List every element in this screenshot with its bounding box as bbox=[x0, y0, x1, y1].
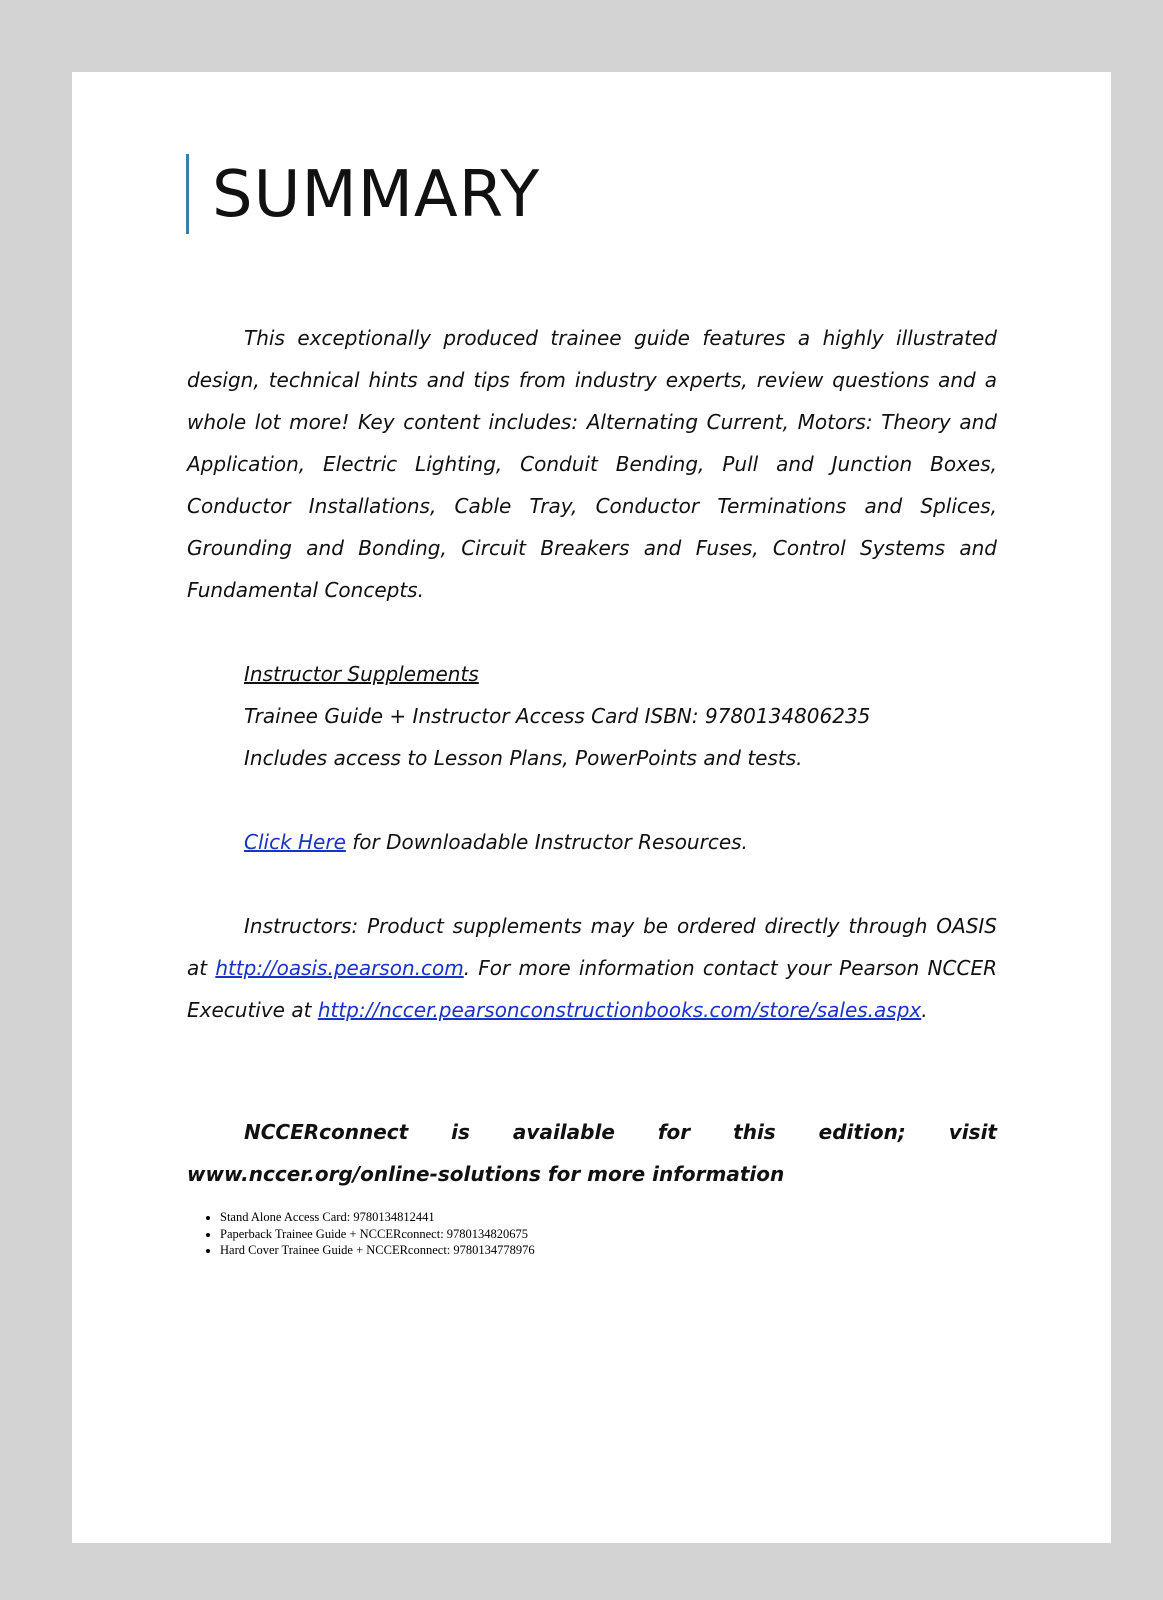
title-accent-bar bbox=[186, 154, 189, 234]
sales-link[interactable]: http://nccer.pearsonconstructionbooks.com/store/sales.aspx bbox=[317, 998, 922, 1022]
list-item: • Paperback Trainee Guide + NCCERconnect: 9780134820675 bbox=[220, 1226, 997, 1243]
summary-content bbox=[187, 317, 997, 1259]
supplements-heading-text: Instructor Supplements bbox=[244, 662, 479, 686]
supplements-heading bbox=[187, 653, 997, 695]
isbn-list bbox=[187, 1209, 997, 1259]
list-item: • Hard Cover Trainee Guide + NCCERconnect: 9780134778976 bbox=[220, 1242, 997, 1259]
supplements-line-1: Trainee Guide + Instructor Access Card ISBN: 9780134806235 bbox=[244, 704, 871, 728]
oasis-link[interactable]: http://oasis.pearson.com bbox=[215, 956, 464, 980]
supplements-line-2: Includes access to Lesson Plans, PowerPoints and tests. bbox=[244, 746, 803, 770]
nccer-connect-paragraph: NCCERconnect is available for this edition; visit www.nccer.org/online-solutions for more information bbox=[187, 1120, 997, 1186]
instructors-paragraph bbox=[187, 905, 997, 1031]
list-item: • Stand Alone Access Card: 9780134812441 bbox=[220, 1209, 997, 1226]
instructors-text-3: . bbox=[921, 998, 928, 1022]
document-page bbox=[72, 72, 1111, 1543]
click-here-line bbox=[187, 821, 997, 863]
page-title: SUMMARY bbox=[212, 158, 541, 232]
click-here-rest: for Downloadable Instructor Resources. bbox=[345, 830, 748, 854]
intro-paragraph: This exceptionally produced trainee guide features a highly illustrated design, technical hints and tips from industry experts, review questions and a whole lot more! Key content includes: Alternating Current, Motors: Theory and Application, Electric Lighting, Conduit Bending, Pull and Junction Boxes, Conductor Installations, Cable Tray, Conductor Terminations and Splices, Grounding and Bonding, Circuit Breakers and Fuses, Control Systems and Fundamental Concepts. bbox=[187, 326, 997, 602]
instructors-text-1: Instructors: Product supplements may be ordered directly through OASIS at bbox=[187, 914, 997, 980]
click-here-link[interactable]: Click Here bbox=[244, 830, 346, 854]
page-frame bbox=[8, 8, 1155, 1592]
instructors-text-2: . For more information contact your Pearson NCCER Executive at bbox=[187, 956, 997, 1022]
